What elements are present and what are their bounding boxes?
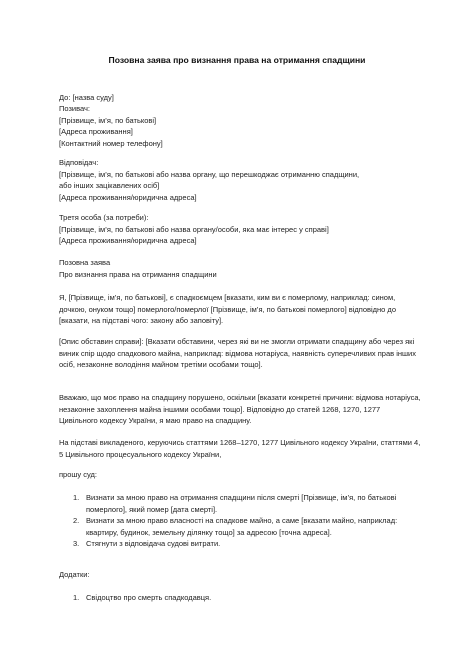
attachments-list bbox=[59, 592, 421, 604]
list-item bbox=[59, 492, 421, 515]
plaintiff-label: Позивач: bbox=[59, 104, 91, 113]
list-item-text: Визнати за мною право на отримання спадщини після смерті [Прізвище, ім’я, по батькові померлого], який помер [дата смерті]. bbox=[86, 493, 397, 514]
third-party-block bbox=[59, 212, 419, 247]
defendant-block bbox=[59, 157, 419, 203]
third-party-label: Третя особа (за потреби): bbox=[59, 213, 149, 222]
circumstances-paragraph: [Опис обставин справи]: [Вказати обставини, через які ви не змогли отримати спадщину або через які виник спір щодо спадкового майна, наприклад: відмова нотаріуса, наявність суперечливих прав інших осіб, незаконне володіння майном третіми особами тощо]. bbox=[59, 337, 416, 370]
legal-basis-paragraph: На підставі викладеного, керуючись статтями 1268–1270, 1277 Цивільного кодексу України, статтями 4, 5 Цивільного процесуального кодексу України, bbox=[59, 438, 421, 459]
plaintiff-block bbox=[59, 103, 419, 149]
violation-paragraph: Вважаю, що моє право на спадщину порушено, оскільки [вказати конкретні причини: відмова нотаріуса, незаконне захоплення майна іншими особами тощо]. Відповідно до статей 1268, 1270, 1277 Цивільного кодексу України, я маю право на спадщину. bbox=[59, 393, 421, 426]
court-line: До: [назва суду] bbox=[59, 93, 114, 102]
request-label: прошу суд: bbox=[59, 470, 97, 479]
list-item-number: 1. bbox=[73, 493, 80, 502]
defendant-name-line-2: або інших зацікавлених осіб] bbox=[59, 181, 160, 191]
defendant-name-line-1: [Прізвище, ім’я, по батькові або назва органу, що перешкоджає отриманню спадщини, bbox=[59, 169, 360, 179]
requests-list bbox=[59, 492, 421, 550]
defendant-address: [Адреса проживання/юридична адреса] bbox=[59, 192, 197, 202]
list-item-number: 2. bbox=[73, 516, 80, 526]
claim-heading-subtitle: Про визнання права на отримання спадщини bbox=[59, 269, 217, 279]
third-party-name: [Прізвище, ім’я, по батькові або назва органу/особи, яка має інтерес у справі] bbox=[59, 224, 329, 234]
attachments-label: Додатки: bbox=[59, 570, 90, 579]
list-item-text: Свідоцтво про смерть спадкодавця. bbox=[86, 593, 212, 602]
list-item bbox=[59, 592, 421, 604]
claim-heading-title: Позовна заява bbox=[59, 258, 111, 267]
list-item-text: Визнати за мною право власності на спадкове майно, а саме [вказати майно, наприклад: квартиру, будинок, земельну ділянку тощо] за адресою [точна адреса]. bbox=[86, 516, 398, 537]
third-party-address: [Адреса проживання/юридична адреса] bbox=[59, 236, 197, 246]
list-item bbox=[59, 515, 421, 538]
intro-paragraph: Я, [Прізвище, ім’я, по батькові], є спадкоємцем [вказати, ким ви є померлому, наприклад: сином, дочкою, онуком тощо] померлого/померлої [Прізвище, ім’я, по батькові померлого] відповідно до [вказати, на підставі чого: закону або заповіту]. bbox=[59, 293, 396, 326]
court-block bbox=[59, 92, 419, 104]
list-item-number: 1. bbox=[73, 593, 80, 602]
plaintiff-name: [Прізвище, ім’я, по батькові] bbox=[59, 115, 157, 125]
plaintiff-phone: [Контактний номер телефону] bbox=[59, 138, 163, 148]
document-title: Позовна заява про визнання права на отримання спадщини bbox=[108, 55, 366, 65]
claim-heading bbox=[59, 257, 419, 280]
list-item-text: Стягнути з відповідача судові витрати. bbox=[86, 539, 221, 549]
list-item-number: 3. bbox=[73, 539, 80, 549]
plaintiff-address: [Адреса проживання] bbox=[59, 127, 133, 137]
defendant-label: Відповідач: bbox=[59, 158, 99, 167]
list-item bbox=[59, 538, 421, 550]
